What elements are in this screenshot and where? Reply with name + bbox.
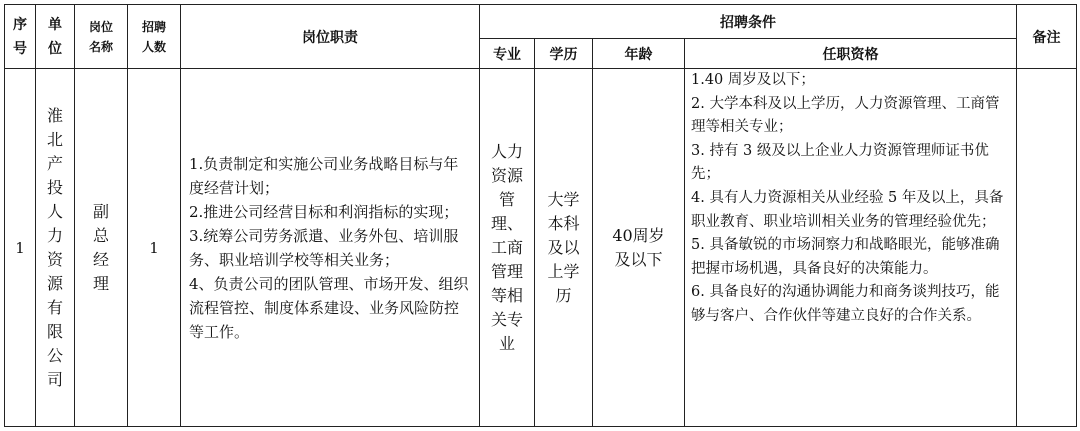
cell-age: 40周岁及以下 — [593, 69, 685, 427]
header-count: 招聘人数 — [128, 5, 181, 69]
recruitment-table — [4, 4, 1077, 427]
duty-item: 1.负责制定和实施公司业务战略目标与年度经营计划； — [189, 154, 459, 197]
qualification-item: 6. 具备良好的沟通协调能力和商务谈判技巧，能够与客户、合作伙伴等建立良好的合作关系。 — [691, 284, 1000, 324]
cell-major: 人力资源管理、工商管理等相关专业 — [480, 69, 535, 427]
qualification-item: 5. 具备敏锐的市场洞察力和战略眼光，能够准确把握市场机遇，具备良好的决策能力。 — [691, 237, 1000, 277]
header-major: 专业 — [480, 39, 535, 69]
header-remarks: 备注 — [1017, 5, 1077, 69]
duty-item: 3.统筹公司劳务派遣、业务外包、培训服务、职业培训学校等相关业务； — [189, 226, 459, 269]
cell-seq: 1 — [5, 69, 36, 427]
duty-item: 4、负责公司的团队管理、市场开发、组织流程管控、制度体系建设、业务风险防控等工作。 — [189, 274, 469, 341]
qualification-item: 3. 持有 3 级及以上企业人力资源管理师证书优先； — [691, 142, 989, 183]
header-age: 年龄 — [593, 39, 685, 69]
cell-unit: 淮北产投人力资源有限公司 — [36, 69, 75, 427]
header-seq: 序号 — [5, 5, 36, 69]
header-conditions: 招聘条件 — [480, 5, 1017, 39]
header-education: 学历 — [535, 39, 593, 69]
header-unit: 单位 — [36, 5, 75, 69]
qualification-item: 1.40 周岁及以下； — [691, 72, 815, 88]
header-qualifications: 任职资格 — [685, 39, 1017, 69]
table-row — [5, 69, 1077, 427]
header-duties: 岗位职责 — [181, 5, 480, 69]
cell-remarks — [1017, 69, 1077, 427]
cell-duties — [181, 69, 480, 427]
qualification-item: 2. 大学本科及以上学历，人力资源管理、工商管理等相关专业； — [691, 95, 1000, 136]
cell-education: 大学本科及以上学历 — [535, 69, 593, 427]
header-position-name: 岗位名称 — [75, 5, 128, 69]
qualification-item: 4. 具有人力资源相关从业经验 5 年及以上，具备职业教育、职业培训相关业务的管理经验优先； — [691, 189, 1004, 230]
duty-item: 2.推进公司经营目标和利润指标的实现； — [189, 202, 459, 221]
cell-qualifications — [685, 69, 1017, 427]
cell-position: 副总经理 — [75, 69, 128, 427]
cell-count: 1 — [128, 69, 181, 427]
